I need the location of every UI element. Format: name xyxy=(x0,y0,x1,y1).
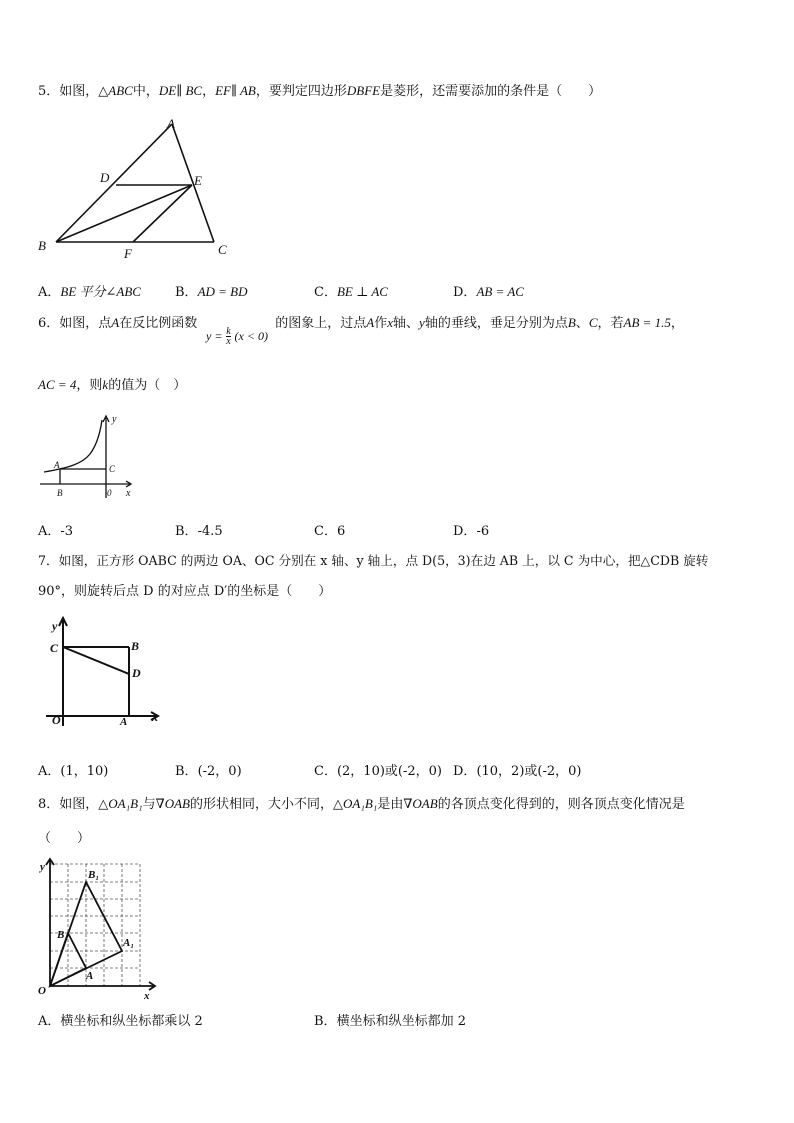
q8-label-o: O xyxy=(38,985,46,997)
option-text: 6 xyxy=(336,524,346,539)
option-text: BE ⊥ AC xyxy=(336,284,388,299)
option-text: -6 xyxy=(476,524,490,539)
q8-text-c: 的形状相同，大小不同， xyxy=(189,797,333,812)
q6-label-x: x xyxy=(126,488,131,499)
q8-triangle-2: ∇OAB xyxy=(155,796,190,811)
q6-point-a: A xyxy=(111,315,120,330)
q5-de-bc: DE∥ BC xyxy=(158,83,203,98)
option-text: -4.5 xyxy=(197,524,223,539)
q6-label-y: y xyxy=(112,414,117,425)
q8-grid xyxy=(50,864,140,986)
q6-text-c: 的图象上，过点 xyxy=(275,316,367,331)
option-key: B． xyxy=(175,764,198,779)
q6-func-num: k xyxy=(226,326,231,337)
q6-option-a[interactable] xyxy=(38,520,73,539)
q8-label-b1: B₁ xyxy=(88,869,100,881)
q6-text-h: ，则 xyxy=(76,378,103,393)
option-key: B． xyxy=(314,1014,337,1029)
q8-stem-line2: （ ） xyxy=(38,831,91,846)
q7-segment-cd xyxy=(63,647,129,674)
q5-label-f: F xyxy=(124,246,132,261)
q8-label-a1: A₁ xyxy=(123,937,135,949)
q6-k: k xyxy=(102,377,109,392)
q7-figure xyxy=(44,614,174,729)
q7-label-a: A xyxy=(120,716,128,728)
option-text: AD = BD xyxy=(197,284,248,299)
q6-func-cond: (x < 0) xyxy=(234,329,268,343)
q6-function xyxy=(206,327,268,346)
q5-side-ab xyxy=(56,124,172,242)
q5-option-a[interactable] xyxy=(38,281,141,300)
q5-text-c: ，要判定四边形 xyxy=(255,84,347,99)
q7-option-a[interactable] xyxy=(38,760,108,779)
q6-option-c[interactable] xyxy=(314,520,345,539)
q6-ab-eq: AB = 1.5 xyxy=(623,315,671,330)
option-text: (2，10)或(-2，0) xyxy=(336,764,442,779)
q6-text-b: 在反比例函数 xyxy=(119,316,198,331)
q5-sep: ， xyxy=(202,84,216,99)
q8-label-y: y xyxy=(40,861,45,873)
q6-tail: ， xyxy=(670,316,684,331)
q7-stem-line2: 90°，则旋转后点 D 的对应点 D′的坐标是（ ） xyxy=(38,584,332,599)
q5-triangle: △ABC xyxy=(98,83,133,98)
q6-hyperbola-curve xyxy=(44,420,102,472)
option-text: 横坐标和纵坐标都加 2 xyxy=(336,1014,466,1029)
option-key: C． xyxy=(314,524,337,539)
q8-option-b[interactable] xyxy=(314,1010,466,1029)
q8-number: 8． xyxy=(38,797,60,812)
q5-stem xyxy=(38,82,601,101)
option-text: AB = AC xyxy=(476,284,524,299)
option-text: (1，10) xyxy=(60,764,109,779)
q8-triangle-1: △OA₁B₁ xyxy=(98,796,143,811)
option-key: B． xyxy=(175,524,198,539)
q6-func-lhs: y = xyxy=(206,329,223,343)
q6-text-a: 如图，点 xyxy=(59,316,112,331)
q5-text-d: 是菱形，还需要添加的条件是（ ） xyxy=(380,84,602,99)
q7-label-c: C xyxy=(50,641,59,655)
q8-label-x: x xyxy=(144,990,150,1002)
q6-text-d: 作 xyxy=(374,316,388,331)
q7-option-c[interactable] xyxy=(314,760,442,779)
q6-func-fraction xyxy=(226,327,230,346)
q6-point-b: B xyxy=(567,315,576,330)
q6-y: y xyxy=(419,315,425,330)
q5-option-c[interactable] xyxy=(314,281,388,300)
q5-label-c: C xyxy=(218,242,227,257)
q8-text-e: 的各顶点变化得到的，则各顶点变化情况是 xyxy=(437,797,685,812)
option-key: A． xyxy=(38,285,61,300)
option-key: D． xyxy=(453,285,477,300)
q7-stem-line1: 7．如图，正方形 OABC 的两边 OA、OC 分别在 x 轴、y 轴上，点 D(5，3)在边 AB 上，以 C 为中心，把△CDB 旋转 xyxy=(38,553,709,568)
option-text: 横坐标和纵坐标都乘以 2 xyxy=(60,1014,203,1029)
q5-option-b[interactable] xyxy=(175,281,248,300)
option-text: (-2，0) xyxy=(197,764,242,779)
q5-option-d[interactable] xyxy=(453,281,524,300)
q6-text-i: 的值为（ ） xyxy=(108,378,187,393)
q5-quad: DBFE xyxy=(346,83,381,98)
q8-triangle-3: △OA₁B₁ xyxy=(333,796,378,811)
q6-label-b: B xyxy=(57,488,63,498)
q6-label-a: A xyxy=(54,460,60,470)
q7-label-b: B xyxy=(131,639,140,653)
option-key: C． xyxy=(314,285,337,300)
q6-point-a2: A xyxy=(366,315,375,330)
option-key: A． xyxy=(38,524,61,539)
q5-figure xyxy=(36,118,236,263)
q6-option-d[interactable] xyxy=(453,520,489,539)
q6-label-c: C xyxy=(109,464,116,474)
option-text: -3 xyxy=(60,524,74,539)
q6-number: 6． xyxy=(38,316,60,331)
q5-segment-ef xyxy=(133,185,192,242)
option-key: D． xyxy=(453,764,477,779)
q8-figure xyxy=(34,858,164,1003)
q6-option-b[interactable] xyxy=(175,520,223,539)
q8-option-a[interactable] xyxy=(38,1010,203,1029)
q6-x: x xyxy=(387,315,394,330)
q6-text-f: 轴的垂线，垂足分别为点 xyxy=(424,316,568,331)
option-key: A． xyxy=(38,764,61,779)
q6-figure xyxy=(38,410,138,500)
q5-number: 5． xyxy=(38,84,60,99)
q5-label-d: D xyxy=(100,170,110,185)
q6-text-g: ，若 xyxy=(597,316,624,331)
q7-label-d: D xyxy=(132,666,141,680)
q8-stem-line1 xyxy=(38,795,685,814)
q5-side-ac xyxy=(172,124,214,242)
option-key: A． xyxy=(38,1014,61,1029)
option-key: D． xyxy=(453,524,477,539)
q5-label-e: E xyxy=(194,173,202,188)
option-text: BE 平分∠ABC xyxy=(60,284,141,299)
q6-label-o: 0 xyxy=(107,488,112,498)
q5-label-a: A xyxy=(167,116,175,131)
q6-ac-eq: AC = 4 xyxy=(38,377,77,392)
q5-text-a: 如图， xyxy=(59,84,99,99)
q8-text-a: 如图， xyxy=(59,797,99,812)
option-text: (10，2)或(-2，0) xyxy=(476,764,582,779)
q8-text-b: 与 xyxy=(142,797,156,812)
q8-label-b: B xyxy=(57,929,65,941)
q7-option-b[interactable] xyxy=(175,760,242,779)
q5-ef-ab: EF∥ AB xyxy=(215,83,256,98)
q5-segment-be xyxy=(56,185,192,242)
q5-text-b: 中， xyxy=(132,84,159,99)
q5-label-b: B xyxy=(38,238,46,253)
q6-text-e: 轴、 xyxy=(393,316,420,331)
q6-point-c: C xyxy=(588,315,598,330)
q8-text-d: 是由 xyxy=(377,797,404,812)
q7-option-d[interactable] xyxy=(453,760,581,779)
option-key: B． xyxy=(175,285,198,300)
q7-label-x: x xyxy=(152,710,158,724)
option-key: C． xyxy=(314,764,337,779)
q7-label-o: O xyxy=(52,713,61,727)
q6-sep: 、 xyxy=(575,316,589,331)
q6-func-den: x xyxy=(226,336,231,347)
q6-stem-line2 xyxy=(38,376,186,395)
q8-label-a: A xyxy=(86,970,94,982)
q6-stem-line1 xyxy=(38,314,684,333)
q7-label-y: y xyxy=(52,619,58,633)
q8-triangle-4: ∇OAB xyxy=(403,796,438,811)
